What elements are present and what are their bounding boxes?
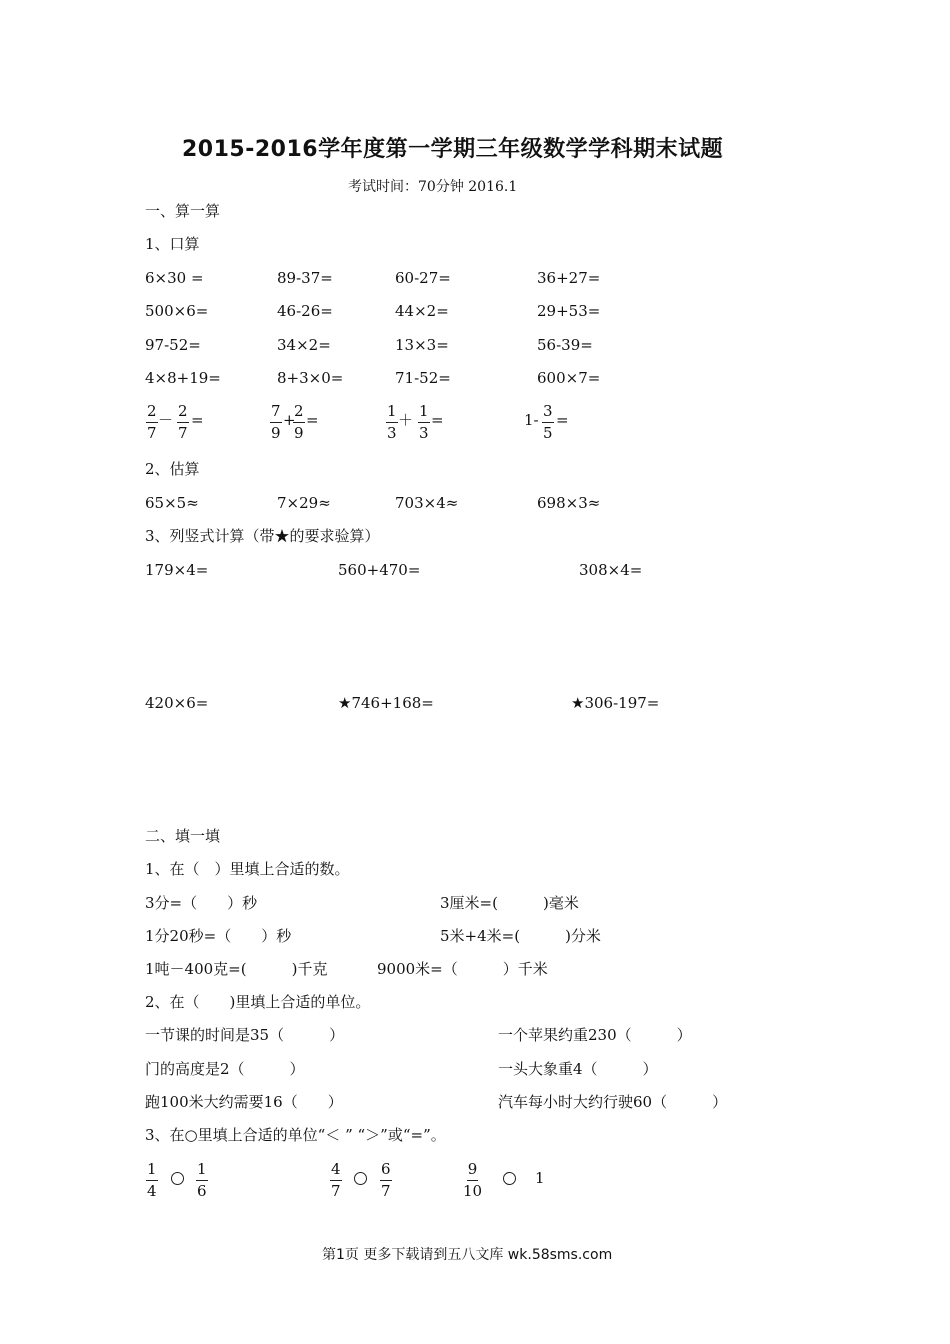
vertical-item: 420×6=	[145, 694, 209, 712]
fraction	[146, 1162, 158, 1199]
denominator: 10	[463, 1182, 483, 1200]
oral-item: 8+3×0=	[277, 369, 344, 387]
numerator: 7	[270, 404, 282, 423]
prefix: 1-	[524, 411, 539, 429]
vertical-item: ★746+168=	[338, 694, 434, 712]
numerator: 3	[542, 404, 554, 423]
fraction	[463, 1162, 482, 1199]
unit-item: 门的高度是2（ ）	[145, 1060, 305, 1078]
estimate-heading: 2、估算	[145, 460, 200, 478]
unit-item: 一节课的时间是35（ ）	[145, 1026, 345, 1044]
fill-item: 9000米=（ ）千米	[377, 960, 548, 978]
numerator: 1	[146, 1162, 158, 1181]
equals: =	[191, 411, 204, 429]
unit-item: 一头大象重4（ ）	[498, 1060, 658, 1078]
operator: ＋	[398, 411, 414, 429]
fraction	[380, 1162, 392, 1199]
oral-item: 36+27=	[537, 269, 601, 287]
unit-item: 跑100米大约需要16（ ）	[145, 1093, 343, 1111]
section-heading-1: 一、算一算	[145, 202, 221, 220]
denominator: 7	[178, 424, 188, 442]
fill-item: 1吨－400克=( )千克	[145, 960, 328, 978]
operator: +	[283, 411, 296, 429]
page-footer: 第1页 更多下载请到五八文库 wk.58sms.com	[322, 1247, 613, 1263]
oral-item: 6×30 =	[145, 269, 204, 287]
oral-item: 46-26=	[277, 302, 333, 320]
q1-heading: 1、在（ ）里填上合适的数。	[145, 860, 350, 878]
oral-item: 89-37=	[277, 269, 333, 287]
oral-item: 600×7=	[537, 369, 601, 387]
fraction	[330, 1162, 342, 1199]
vertical-item: 560+470=	[338, 561, 421, 579]
fraction	[196, 1162, 208, 1199]
denominator: 7	[381, 1182, 391, 1200]
denominator: 9	[294, 424, 304, 442]
section-heading-2: 二、填一填	[145, 827, 221, 845]
equals: =	[431, 411, 444, 429]
fraction	[418, 404, 430, 441]
unit-item: 一个苹果约重230（ ）	[498, 1026, 692, 1044]
compare-right-value: 1	[535, 1169, 545, 1187]
denominator: 4	[147, 1182, 157, 1200]
oral-item: 4×8+19=	[145, 369, 221, 387]
oral-item: 56-39=	[537, 336, 593, 354]
oral-item: 500×6=	[145, 302, 209, 320]
denominator: 3	[387, 424, 397, 442]
numerator: 1	[386, 404, 398, 423]
estimate-item: 703×4≈	[395, 494, 459, 512]
fraction	[542, 404, 554, 441]
operator: －	[158, 411, 174, 429]
denominator: 7	[331, 1182, 341, 1200]
numerator: 9	[467, 1162, 479, 1181]
compare-circle[interactable]	[354, 1172, 367, 1185]
numerator: 2	[177, 404, 189, 423]
fill-item: 5米+4米=( )分米	[440, 927, 601, 945]
fraction	[146, 404, 158, 441]
fraction	[293, 404, 305, 441]
numerator: 1	[418, 404, 430, 423]
vertical-heading: 3、列竖式计算（带★的要求验算）	[145, 527, 380, 545]
fill-item: 3厘米=( )毫米	[440, 894, 579, 912]
fill-item: 1分20秒=（ ）秒	[145, 927, 292, 945]
oral-item: 44×2=	[395, 302, 449, 320]
estimate-item: 698×3≈	[537, 494, 601, 512]
equals: =	[306, 411, 319, 429]
numerator: 2	[293, 404, 305, 423]
oral-item: 71-52=	[395, 369, 451, 387]
oral-item: 97-52=	[145, 336, 201, 354]
fraction	[386, 404, 398, 441]
denominator: 3	[419, 424, 429, 442]
page-title: 2015-2016学年度第一学期三年级数学学科期末试题	[182, 137, 724, 162]
numerator: 1	[196, 1162, 208, 1181]
fraction	[177, 404, 189, 441]
numerator: 6	[380, 1162, 392, 1181]
oral-item: 29+53=	[537, 302, 601, 320]
denominator: 5	[543, 424, 553, 442]
q3-heading: 3、在○里填上合适的单位“＜ ” “＞”或“=”。	[145, 1126, 446, 1144]
compare-circle[interactable]	[171, 1172, 184, 1185]
unit-item: 汽车每小时大约行驶60（ ）	[498, 1093, 728, 1111]
vertical-item: 308×4=	[579, 561, 643, 579]
denominator: 7	[147, 424, 157, 442]
oral-heading: 1、口算	[145, 235, 200, 253]
denominator: 6	[197, 1182, 207, 1200]
estimate-item: 65×5≈	[145, 494, 199, 512]
exam-time: 考试时间：70分钟 2016.1	[348, 179, 518, 195]
compare-circle[interactable]	[503, 1172, 516, 1185]
oral-item: 60-27=	[395, 269, 451, 287]
denominator: 9	[271, 424, 281, 442]
oral-item: 34×2=	[277, 336, 331, 354]
fill-item: 3分=（ ）秒	[145, 894, 258, 912]
numerator: 2	[146, 404, 158, 423]
q2-heading: 2、在（ )里填上合适的单位。	[145, 993, 371, 1011]
vertical-item: 179×4=	[145, 561, 209, 579]
estimate-item: 7×29≈	[277, 494, 331, 512]
oral-item: 13×3=	[395, 336, 449, 354]
vertical-item: ★306-197=	[571, 694, 660, 712]
numerator: 4	[330, 1162, 342, 1181]
equals: =	[556, 411, 569, 429]
fraction	[270, 404, 282, 441]
